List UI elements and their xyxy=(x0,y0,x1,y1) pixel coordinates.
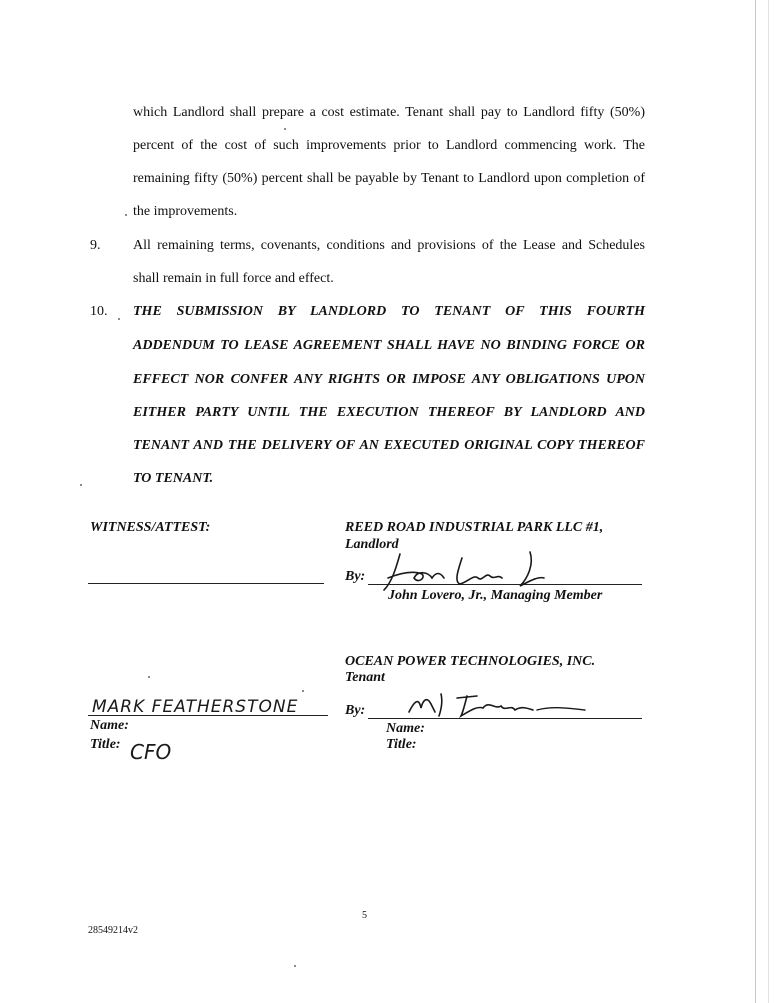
scan-edge xyxy=(768,0,769,1003)
para9-number: 9. xyxy=(90,238,101,253)
scan-speck xyxy=(80,484,82,486)
tenant-title-label: Title: xyxy=(386,737,417,752)
witness-name-line xyxy=(88,715,328,716)
tenant-by-label: By: xyxy=(345,703,366,718)
landlord-signer: John Lovero, Jr., Managing Member xyxy=(388,588,603,603)
para9-line-1: All remaining terms, covenants, conditions and provisions of the Lease and Schedules xyxy=(133,238,645,253)
scan-edge xyxy=(755,0,756,1003)
para9-line-2: shall remain in full force and effect. xyxy=(133,271,334,286)
witness-label: WITNESS/ATTEST: xyxy=(90,520,211,535)
scan-speck xyxy=(148,676,150,678)
tenant-role: Tenant xyxy=(345,670,385,685)
scan-speck xyxy=(302,690,304,692)
tenant-entity: OCEAN POWER TECHNOLOGIES, INC. xyxy=(345,654,596,669)
landlord-by-label: By: xyxy=(345,569,366,584)
para8-line-1: which Landlord shall prepare a cost estimate. Tenant shall pay to Landlord fifty (50%) xyxy=(133,105,645,120)
tenant-name-label: Name: xyxy=(386,721,425,736)
para8-line-3: remaining fifty (50%) percent shall be payable by Tenant to Landlord upon completion of xyxy=(133,171,645,186)
witness-signature-line xyxy=(88,583,324,584)
scan-speck xyxy=(294,965,296,967)
para10-number: 10. xyxy=(90,304,108,319)
landlord-entity: REED ROAD INDUSTRIAL PARK LLC #1, xyxy=(345,520,604,535)
scan-speck xyxy=(125,214,127,216)
landlord-role: Landlord xyxy=(345,537,399,552)
para10-line-2: ADDENDUM TO LEASE AGREEMENT SHALL HAVE NO BINDING FORCE OR xyxy=(133,338,645,353)
para10-line-3: EFFECT NOR CONFER ANY RIGHTS OR IMPOSE ANY OBLIGATIONS UPON xyxy=(133,372,645,387)
page-number: 5 xyxy=(362,910,367,921)
para8-line-2: percent of the cost of such improvements prior to Landlord commencing work. The xyxy=(133,138,645,153)
witness-title-label: Title: xyxy=(90,737,121,752)
scan-speck xyxy=(284,128,286,130)
witness-name-handwritten: MARK FEATHERSTONE xyxy=(92,697,299,717)
para10-line-1: THE SUBMISSION BY LANDLORD TO TENANT OF THIS FOURTH xyxy=(133,304,645,319)
para8-line-4: the improvements. xyxy=(133,204,238,219)
para10-line-4: EITHER PARTY UNTIL THE EXECUTION THEREOF BY LANDLORD AND xyxy=(133,405,645,420)
para10-line-6: TO TENANT. xyxy=(133,471,214,486)
scan-speck xyxy=(118,318,120,320)
para10-line-5: TENANT AND THE DELIVERY OF AN EXECUTED ORIGINAL COPY THEREOF xyxy=(133,438,645,453)
tenant-signature xyxy=(405,690,590,720)
witness-name-label: Name: xyxy=(90,718,129,733)
doc-id: 28549214v2 xyxy=(88,925,138,936)
witness-title-handwritten: CFO xyxy=(130,740,172,764)
